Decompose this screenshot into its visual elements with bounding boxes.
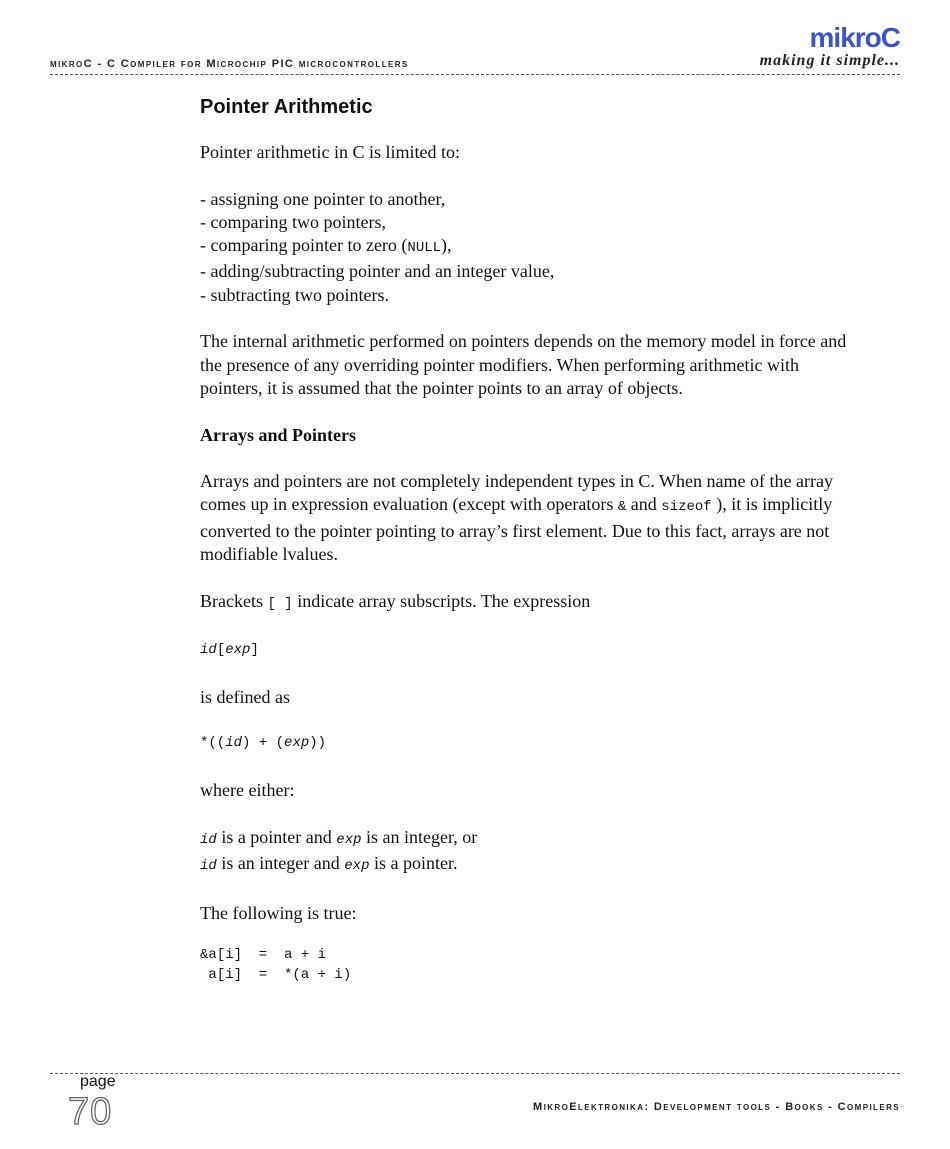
intro-paragraph: Pointer arithmetic in C is limited to:	[200, 142, 460, 162]
definition-code: *((id) + (exp))	[200, 735, 327, 752]
brackets-paragraph: Brackets [ ] indicate array subscripts. The expression	[200, 590, 591, 612]
expression-code: id[exp]	[200, 642, 259, 659]
header-title: mikroC - C Compiler for Microchip PIC microcontrollers	[50, 58, 409, 70]
list-item: - comparing two pointers,	[200, 211, 386, 232]
case-line: id is an integer and exp is a pointer.	[200, 852, 458, 874]
case-line: id is a pointer and exp is an integer, or	[200, 826, 478, 848]
where-text: where either:	[200, 780, 295, 801]
following-text: The following is true:	[200, 902, 357, 923]
tagline: making it simple...	[759, 52, 900, 69]
defined-as-text: is defined as	[200, 686, 290, 707]
page-number: 70	[68, 1091, 113, 1133]
section-title: Pointer Arithmetic	[200, 96, 373, 118]
arrays-paragraph: Arrays and pointers are not completely independent types in C. When name of the array comes up in expression evaluation (except with operators & and sizeof ), it is implicitly converted to the pointer pointing to array’s first element. Due to this fact, arrays are not modifiable lvalues.	[200, 471, 833, 565]
internal-paragraph: The internal arithmetic performed on pointers depends on the memory model in force and the presence of any overriding pointer modifiers. When performing arithmetic with pointers, it is assumed that the pointer points to an array of objects.	[200, 331, 847, 398]
code-line: a[i] = *(a + i)	[200, 966, 352, 983]
list-item: - subtracting two pointers.	[200, 284, 389, 305]
list-item: - comparing pointer to zero (NULL),	[200, 235, 452, 257]
footer-divider	[50, 1073, 900, 1074]
mikroc-logo: mikroC	[809, 22, 900, 53]
page-label: page	[80, 1073, 116, 1090]
subsection-title: Arrays and Pointers	[200, 424, 356, 445]
header-divider	[50, 74, 900, 75]
list-item: - assigning one pointer to another,	[200, 188, 446, 209]
list-item: - adding/subtracting pointer and an integer value,	[200, 261, 555, 282]
code-line: &a[i] = a + i	[200, 946, 327, 963]
page-content	[200, 95, 860, 985]
footer-text: MikroElektronika: Development tools - Books - Compilers	[533, 1101, 900, 1113]
